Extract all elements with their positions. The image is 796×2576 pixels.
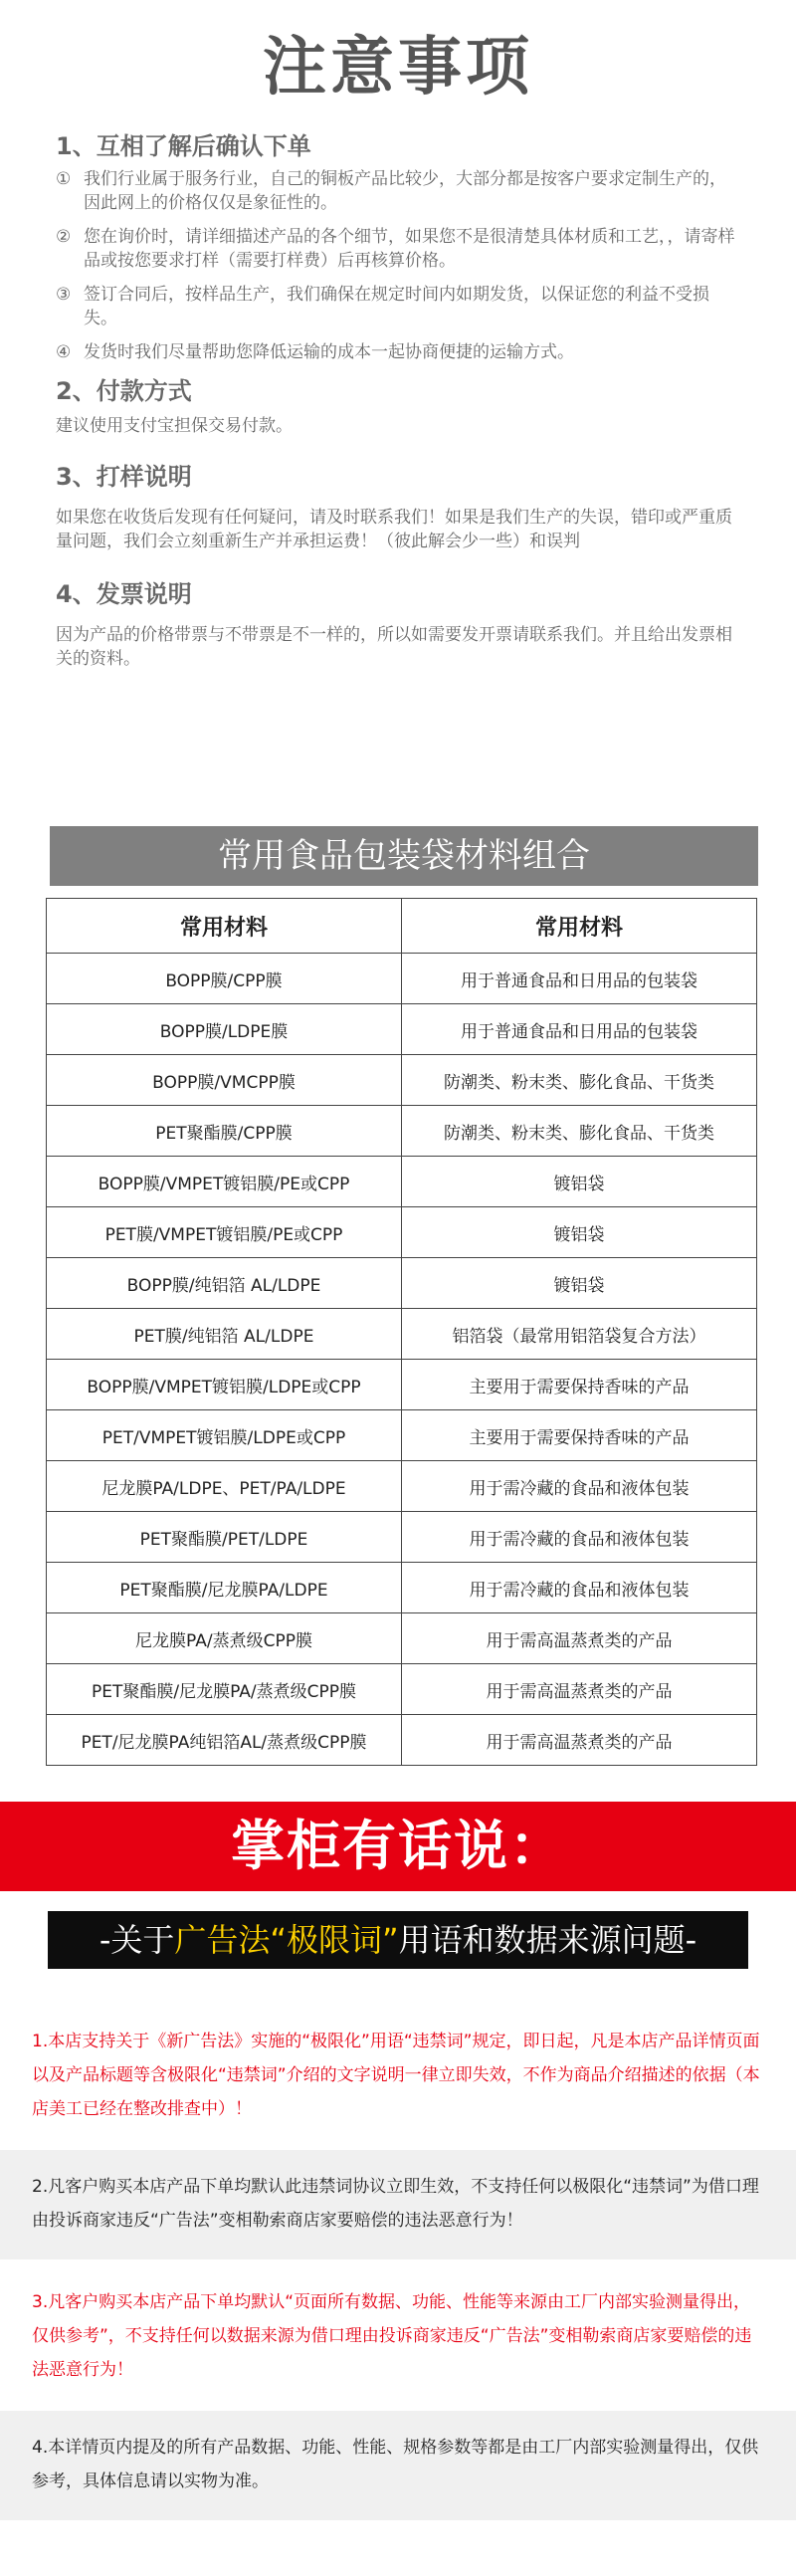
table-row bbox=[47, 1258, 757, 1309]
material-cell: BOPP膜/CPP膜 bbox=[47, 954, 402, 1004]
usage-cell: 主要用于需要保持香味的产品 bbox=[402, 1360, 757, 1410]
table-row bbox=[47, 1360, 757, 1410]
list-item bbox=[56, 225, 742, 273]
table-row bbox=[47, 1461, 757, 1512]
item-number: ③ bbox=[56, 285, 72, 305]
rule-1: 1.本店支持关于《新广告法》实施的“极限化”用语“违禁词”规定，即日起，凡是本店产品详情页面以及产品标题等含极限化“违禁词”介绍的文字说明一律立即失效，不作为商品介绍描述的依据（本店美工已经在整改排查中）！ bbox=[32, 2032, 760, 2119]
item-text: 您在询价时，请详细描述产品的各个细节，如果您不是很清楚具体材质和工艺，，请寄样品或按您要求打样（需要打样费）后再核算价格。 bbox=[84, 227, 735, 271]
usage-cell: 镀铝袋 bbox=[402, 1258, 757, 1309]
invoice-text: 因为产品的价格带票与不带票是不一样的，所以如需要发开票请联系我们。并且给出发票相关的资料。 bbox=[56, 625, 732, 669]
table-row bbox=[47, 1664, 757, 1715]
list-item bbox=[56, 283, 742, 330]
rule-2: 2.凡客户购买本店产品下单均默认此违禁词协议立即生效，不支持任何以极限化“违禁词”为借口理由投诉商家违反“广告法”变相勒索商店家要赔偿的违法恶意行为！ bbox=[0, 2150, 796, 2259]
material-cell: PET膜/VMPET镀铝膜/PE或CPP bbox=[47, 1207, 402, 1258]
section-heading-payment: 2、付款方式 bbox=[56, 377, 192, 405]
table-row bbox=[47, 1715, 757, 1766]
usage-cell: 用于普通食品和日用品的包装袋 bbox=[402, 1004, 757, 1055]
table-row bbox=[47, 1106, 757, 1157]
table-row bbox=[47, 1055, 757, 1106]
page-title: 注意事项 bbox=[263, 31, 533, 105]
table-row bbox=[47, 1309, 757, 1360]
notes-section bbox=[56, 129, 742, 671]
list-item bbox=[56, 167, 742, 215]
usage-cell: 用于需冷藏的食品和液体包装 bbox=[402, 1512, 757, 1563]
usage-cell: 防潮类、粉末类、膨化食品、干货类 bbox=[402, 1106, 757, 1157]
material-cell: BOPP膜/VMPET镀铝膜/PE或CPP bbox=[47, 1157, 402, 1207]
item-text: 我们行业属于服务行业，自己的铜板产品比较少，大部分都是按客户要求定制生产的，因此网上的价格仅仅是象征性的。 bbox=[84, 169, 726, 213]
material-cell: PET/VMPET镀铝膜/LDPE或CPP bbox=[47, 1410, 402, 1461]
usage-cell: 防潮类、粉末类、膨化食品、干货类 bbox=[402, 1055, 757, 1106]
material-cell: BOPP膜/LDPE膜 bbox=[47, 1004, 402, 1055]
material-cell: PET聚酯膜/CPP膜 bbox=[47, 1106, 402, 1157]
table-row bbox=[47, 1563, 757, 1613]
usage-cell: 用于需冷藏的食品和液体包装 bbox=[402, 1461, 757, 1512]
table-row bbox=[47, 1512, 757, 1563]
table-row bbox=[47, 1157, 757, 1207]
material-cell: PET聚酯膜/尼龙膜PA/蒸煮级CPP膜 bbox=[47, 1664, 402, 1715]
material-cell: 尼龙膜PA/LDPE、PET/PA/LDPE bbox=[47, 1461, 402, 1512]
material-cell: BOPP膜/VMPET镀铝膜/LDPE或CPP bbox=[47, 1360, 402, 1410]
ad-law-subtitle bbox=[48, 1911, 748, 1969]
subtitle-suffix: 用语和数据来源问题- bbox=[398, 1921, 697, 1959]
materials-table bbox=[46, 898, 757, 1766]
column-header: 常用材料 bbox=[47, 899, 402, 954]
material-cell: PET聚酯膜/PET/LDPE bbox=[47, 1512, 402, 1563]
column-header: 常用材料 bbox=[402, 899, 757, 954]
section-heading-sample: 3、打样说明 bbox=[56, 463, 192, 491]
payment-text: 建议使用支付宝担保交易付款。 bbox=[56, 416, 293, 436]
usage-cell: 镀铝袋 bbox=[402, 1207, 757, 1258]
section-heading-order: 1、互相了解后确认下单 bbox=[56, 132, 311, 160]
item-text: 发货时我们尽量帮助您降低运输的成本一起协商便捷的运输方式。 bbox=[84, 342, 574, 362]
usage-cell: 用于需高温蒸煮类的产品 bbox=[402, 1613, 757, 1664]
item-number: ④ bbox=[56, 342, 72, 362]
usage-cell: 用于需高温蒸煮类的产品 bbox=[402, 1715, 757, 1766]
item-text: 签订合同后，按样品生产，我们确保在规定时间内如期发货，以保证您的利益不受损失。 bbox=[84, 285, 709, 328]
section-heading-invoice: 4、发票说明 bbox=[56, 580, 192, 608]
subtitle-prefix: -关于 bbox=[99, 1921, 175, 1959]
usage-cell: 铝箔袋（最常用铝箔袋复合方法） bbox=[402, 1309, 757, 1360]
rule-3: 3.凡客户购买本店产品下单均默认“页面所有数据、功能、性能等来源由工厂内部实验测量得出，仅供参考”，不支持任何以数据来源为借口理由投诉商家违反“广告法”变相勒索商店家要赔偿的违法恶意行为！ bbox=[32, 2292, 752, 2380]
material-cell: PET聚酯膜/尼龙膜PA/LDPE bbox=[47, 1563, 402, 1613]
table-row bbox=[47, 954, 757, 1004]
material-cell: BOPP膜/VMCPP膜 bbox=[47, 1055, 402, 1106]
material-cell: PET膜/纯铝箔 AL/LDPE bbox=[47, 1309, 402, 1360]
material-cell: 尼龙膜PA/蒸煮级CPP膜 bbox=[47, 1613, 402, 1664]
table-row bbox=[47, 1613, 757, 1664]
sample-text: 如果您在收货后发现有任何疑问，请及时联系我们！如果是我们生产的失误，错印或严重质量问题，我们会立刻重新生产并承担运费！（彼此解会少一些）和误判 bbox=[56, 508, 732, 551]
material-cell: PET/尼龙膜PA纯铝箔AL/蒸煮级CPP膜 bbox=[47, 1715, 402, 1766]
usage-cell: 用于普通食品和日用品的包装袋 bbox=[402, 954, 757, 1004]
order-notes-list bbox=[56, 167, 742, 364]
table-header-row bbox=[47, 899, 757, 954]
table-row bbox=[47, 1410, 757, 1461]
item-number: ② bbox=[56, 227, 72, 247]
table-title: 常用食品包装袋材料组合 bbox=[50, 826, 758, 886]
shopkeeper-banner: 掌柜有话说： bbox=[0, 1802, 796, 1891]
rule-4: 4.本详情页内提及的所有产品数据、功能、性能、规格参数等都是由工厂内部实验测量得出，仅供参考，具体信息请以实物为准。 bbox=[0, 2411, 796, 2520]
material-cell: BOPP膜/纯铝箔 AL/LDPE bbox=[47, 1258, 402, 1309]
subtitle-highlight: 广告法“极限词” bbox=[174, 1921, 399, 1959]
table-row bbox=[47, 1004, 757, 1055]
list-item bbox=[56, 340, 742, 364]
usage-cell: 主要用于需要保持香味的产品 bbox=[402, 1410, 757, 1461]
item-number: ① bbox=[56, 169, 72, 189]
usage-cell: 用于需高温蒸煮类的产品 bbox=[402, 1664, 757, 1715]
table-row bbox=[47, 1207, 757, 1258]
usage-cell: 用于需冷藏的食品和液体包装 bbox=[402, 1563, 757, 1613]
usage-cell: 镀铝袋 bbox=[402, 1157, 757, 1207]
